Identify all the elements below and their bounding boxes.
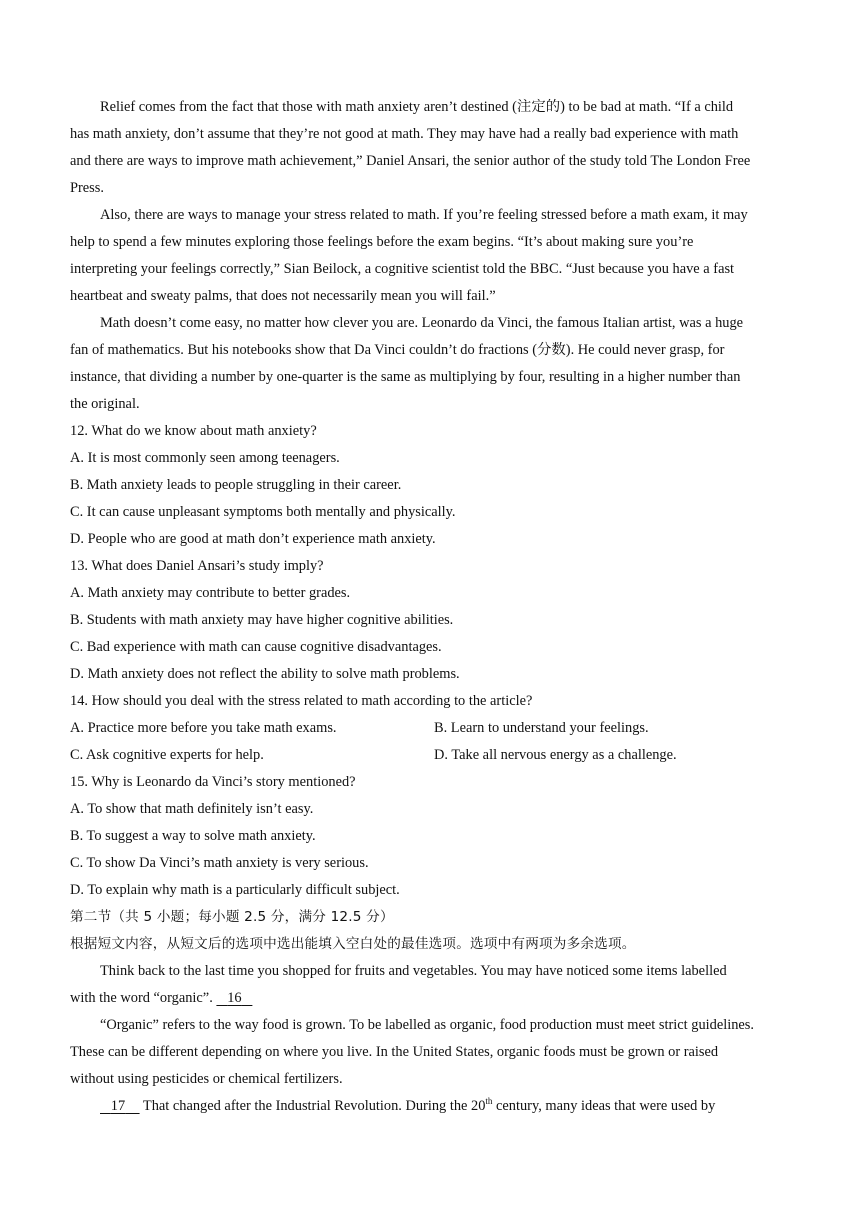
answer-option-row bbox=[70, 742, 792, 769]
text-line: the original. bbox=[70, 396, 140, 412]
answer-option: C. To show Da Vinci’s math anxiety is very serious. bbox=[70, 855, 369, 871]
answer-option: A. Practice more before you take math exams. bbox=[70, 720, 337, 736]
answer-option: C. Ask cognitive experts for help. bbox=[70, 747, 264, 763]
text-fragment: with the word “organic”. bbox=[70, 990, 213, 1006]
answer-option: A. Math anxiety may contribute to better grades. bbox=[70, 585, 351, 601]
passage-paragraph-stress bbox=[70, 202, 792, 310]
question-15 bbox=[70, 769, 792, 904]
exam-page bbox=[70, 94, 792, 1120]
text-line bbox=[70, 985, 792, 1012]
text-fragment: century, many ideas that were used by bbox=[492, 1098, 716, 1114]
section-heading: 第二节（共 5 小题；每小题 2.5 分，满分 12.5 分） bbox=[70, 909, 394, 925]
answer-option: D. People who are good at math don’t experience math anxiety. bbox=[70, 531, 436, 547]
answer-option: B. Students with math anxiety may have higher cognitive abilities. bbox=[70, 612, 454, 628]
text-fragment: That changed after the Industrial Revolution. During the 20 bbox=[142, 1098, 486, 1114]
text-line: Think back to the last time you shopped for fruits and vegetables. You may have noticed some items labelled bbox=[100, 963, 727, 979]
answer-option: D. Math anxiety does not reflect the ability to solve math problems. bbox=[70, 666, 460, 682]
text-line: instance, that dividing a number by one-quarter is the same as multiplying by four, resulting in a higher number than bbox=[70, 369, 741, 385]
text-line: Math doesn’t come easy, no matter how clever you are. Leonardo da Vinci, the famous Italian artist, was a huge bbox=[100, 315, 744, 331]
blank-16 bbox=[216, 985, 252, 1012]
answer-option: C. It can cause unpleasant symptoms both mentally and physically. bbox=[70, 504, 456, 520]
answer-option: A. To show that math definitely isn’t easy. bbox=[70, 801, 314, 817]
text-line: interpreting your feelings correctly,” Sian Beilock, a cognitive scientist told the BBC. “Just because you have a fast bbox=[70, 261, 735, 277]
answer-option: B. Learn to understand your feelings. bbox=[434, 720, 649, 736]
passage-paragraph-relief bbox=[70, 94, 792, 202]
question-14 bbox=[70, 688, 792, 769]
question-stem: 12. What do we know about math anxiety? bbox=[70, 423, 317, 439]
ordinal-suffix: th bbox=[485, 1096, 493, 1107]
passage-paragraph-history bbox=[70, 1093, 792, 1120]
question-12 bbox=[70, 418, 792, 553]
answer-option: B. To suggest a way to solve math anxiety. bbox=[70, 828, 316, 844]
text-line: Relief comes from the fact that those with math anxiety aren’t destined (注定的) to be bad at math. “If a child bbox=[100, 99, 734, 115]
blank-number: 16 bbox=[227, 990, 242, 1006]
question-stem: 13. What does Daniel Ansari’s study imply? bbox=[70, 558, 324, 574]
text-line: These can be different depending on where you live. In the United States, organic foods must be grown or raised bbox=[70, 1044, 719, 1060]
answer-option: C. Bad experience with math can cause cognitive disadvantages. bbox=[70, 639, 442, 655]
answer-option: D. Take all nervous energy as a challenge. bbox=[434, 747, 677, 763]
blank-number: 17 bbox=[110, 1098, 126, 1114]
text-line: “Organic” refers to the way food is grown. To be labelled as organic, food production must meet strict guidelines. bbox=[100, 1017, 754, 1033]
text-line: and there are ways to improve math achievement,” Daniel Ansari, the senior author of the study told The London Free bbox=[70, 153, 751, 169]
text-line: has math anxiety, don’t assume that they’re not good at math. They may have had a really bad experience with math bbox=[70, 126, 739, 142]
passage-paragraph-da-vinci bbox=[70, 310, 792, 418]
section-instruction: 根据短文内容，从短文后的选项中选出能填入空白处的最佳选项。选项中有两项为多余选项。 bbox=[70, 936, 636, 952]
text-line: fan of mathematics. But his notebooks show that Da Vinci couldn’t do fractions (分数). He could never grasp, for bbox=[70, 342, 725, 358]
passage-paragraph-organic-intro bbox=[70, 958, 792, 1012]
text-line: Also, there are ways to manage your stress related to math. If you’re feeling stressed before a math exam, it may bbox=[100, 207, 748, 223]
question-13 bbox=[70, 553, 792, 688]
question-stem: 15. Why is Leonardo da Vinci’s story mentioned? bbox=[70, 774, 356, 790]
passage-paragraph-organic-definition bbox=[70, 1012, 792, 1093]
text-line: heartbeat and sweaty palms, that does not necessarily mean you will fail.” bbox=[70, 288, 496, 304]
answer-option-row bbox=[70, 715, 792, 742]
answer-option: A. It is most commonly seen among teenagers. bbox=[70, 450, 340, 466]
blank-17 bbox=[100, 1093, 140, 1120]
text-line: without using pesticides or chemical fertilizers. bbox=[70, 1071, 343, 1087]
answer-option: D. To explain why math is a particularly difficult subject. bbox=[70, 882, 400, 898]
text-line: Press. bbox=[70, 180, 104, 196]
question-stem: 14. How should you deal with the stress related to math according to the article? bbox=[70, 693, 533, 709]
answer-option: B. Math anxiety leads to people struggling in their career. bbox=[70, 477, 402, 493]
text-line: help to spend a few minutes exploring those feelings before the exam begins. “It’s about making sure you’re bbox=[70, 234, 694, 250]
text-line bbox=[70, 1093, 792, 1120]
